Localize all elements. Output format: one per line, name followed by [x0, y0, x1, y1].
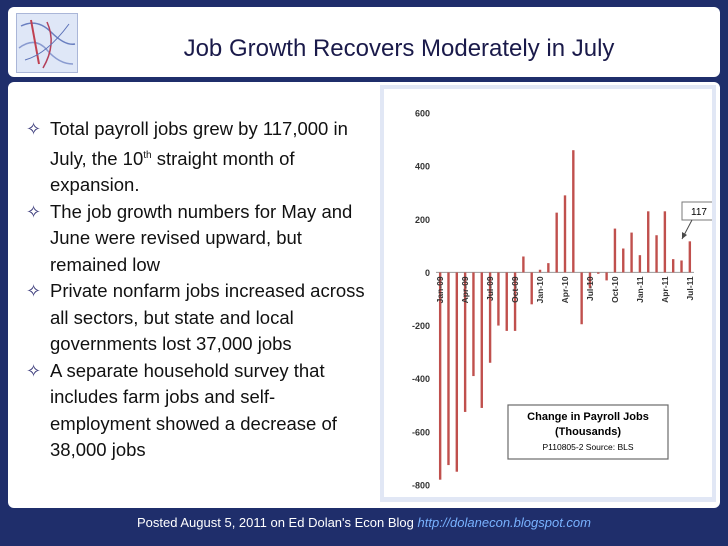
chart-legend-box [508, 405, 668, 459]
bar-feb-10 [547, 263, 549, 272]
diamond-bullet-icon: ✧ [26, 119, 42, 139]
y-tick-label: 600 [414, 108, 430, 119]
bar-dec-10 [630, 233, 632, 273]
x-tick-label: Jan-10 [535, 276, 546, 304]
y-tick-label: 400 [414, 161, 430, 172]
logo [16, 13, 78, 73]
x-tick-label: Jan-09 [435, 276, 446, 304]
bullet-text: Private nonfarm jobs increased across all sectors, but state and local governments lost 37,000 jobs [50, 280, 365, 355]
y-axis [412, 109, 430, 491]
callout-label: 117 [691, 207, 707, 218]
x-tick-label: Jan-11 [634, 276, 645, 303]
content-panel [8, 82, 720, 508]
bar-jan-10 [539, 270, 541, 273]
diamond-bullet-icon: ✧ [26, 201, 42, 222]
bar-nov-09 [522, 256, 524, 272]
bar-jun-09 [481, 272, 483, 408]
chart-source-note: P110805-2 Source: BLS [542, 442, 634, 452]
bar-jun-10 [580, 272, 582, 324]
bar-oct-10 [614, 229, 616, 273]
bar-apr-10 [564, 195, 566, 272]
bar-nov-10 [622, 249, 624, 273]
x-tick-label: Apr-11 [659, 276, 670, 303]
x-tick-label: Apr-09 [460, 276, 471, 304]
bar-may-09 [472, 272, 474, 376]
bullet-text: A separate household survey that includes farm jobs and self-employment showed a decrease of 38,000 jobs [50, 359, 337, 461]
bar-mar-09 [456, 272, 458, 471]
payroll-bar-chart [384, 89, 712, 497]
y-tick-label: 0 [424, 267, 430, 278]
x-tick-label: Jul-09 [485, 276, 496, 302]
bullet-item [16, 199, 372, 279]
diamond-bullet-icon: ✧ [26, 281, 42, 302]
bar-mar-10 [555, 213, 557, 273]
x-tick-label: Oct-10 [609, 276, 620, 303]
bullet-item [16, 358, 372, 464]
bullet-list [16, 116, 372, 464]
bar-aug-09 [497, 272, 499, 325]
bar-jul-11 [689, 241, 691, 272]
y-tick-label: -400 [411, 374, 430, 385]
bar-jan-11 [639, 255, 641, 272]
footer [0, 515, 728, 530]
x-tick-label: Oct-09 [510, 276, 521, 303]
bar-sep-10 [605, 272, 607, 280]
y-tick-label: -600 [411, 427, 430, 438]
y-tick-label: -800 [411, 480, 430, 491]
x-tick-label: Jul-11 [684, 276, 695, 301]
bar-sep-09 [506, 272, 508, 330]
y-tick-label: 200 [414, 214, 430, 225]
bar-aug-10 [597, 272, 599, 273]
bar-dec-09 [531, 272, 533, 304]
bar-apr-11 [664, 211, 666, 272]
slide-title: Job Growth Recovers Moderately in July [183, 35, 615, 62]
bullet-text: Total payroll jobs grew by 117,000 in July, the 10 [50, 118, 348, 169]
x-tick-label: Apr-10 [560, 276, 570, 304]
bar-may-10 [572, 150, 574, 272]
bullet-text: The job growth numbers for May and June were revised upward, but remained low [50, 200, 353, 275]
chart-title: Change in Payroll Jobs [527, 411, 649, 423]
footer-link[interactable]: http://dolanecon.blogspot.com [417, 515, 591, 530]
bullet-superscript: th [143, 149, 152, 161]
chart-subtitle: (Thousands) [555, 426, 621, 438]
bar-feb-11 [647, 211, 649, 272]
diamond-bullet-icon: ✧ [26, 360, 42, 381]
callout-arrowhead [682, 232, 687, 239]
bar-may-11 [672, 259, 674, 272]
chart-frame [380, 85, 716, 502]
bullet-text: straight month of expansion. [50, 147, 295, 196]
bar-mar-11 [655, 235, 657, 272]
bar-jun-11 [680, 260, 682, 272]
y-tick-label: -200 [411, 321, 430, 332]
x-tick-label: Jul-10 [584, 276, 595, 302]
title-bar [8, 7, 720, 77]
footer-text: Posted August 5, 2011 on Ed Dolan's Econ Blog [137, 515, 414, 530]
chart-area [384, 89, 712, 497]
bullet-item [16, 116, 372, 199]
callout [682, 202, 712, 239]
bullet-item [16, 278, 372, 358]
bar-feb-09 [447, 272, 449, 465]
